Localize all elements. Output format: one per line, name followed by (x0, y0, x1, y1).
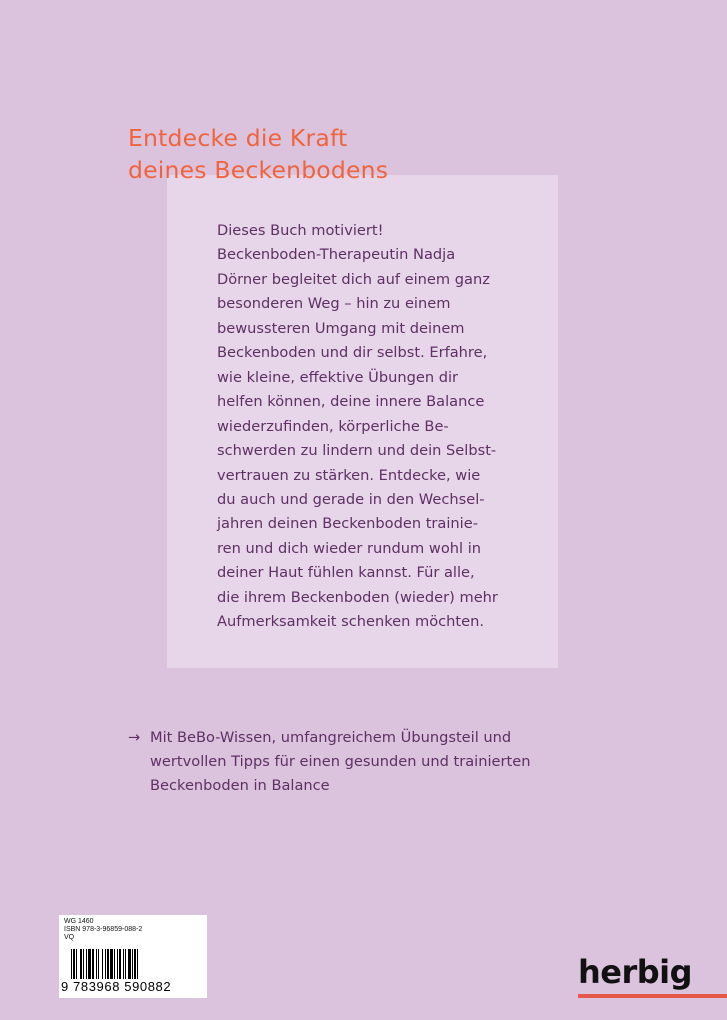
title-line: deines Beckenbodens (128, 156, 389, 184)
blurb-line: Aufmerksamkeit schenken möchten. (217, 613, 485, 631)
vq-code: VQ (64, 934, 75, 941)
bullet-line: Beckenboden in Balance (150, 777, 330, 795)
blurb-line: Beckenboden-Therapeutin Nadja (217, 246, 456, 264)
title-line: Entdecke die Kraft (128, 124, 348, 152)
blurb-line: besonderen Weg – hin zu einem (217, 295, 451, 313)
blurb-line: schwerden zu lindern und dein Selbst- (217, 442, 497, 460)
barcode-label (59, 915, 207, 998)
publisher-logo: herbig (578, 953, 693, 991)
blurb-line: bewussteren Umgang mit deinem (217, 319, 465, 337)
logo-underline (578, 994, 727, 998)
blurb-line: ren und dich wieder rundum wohl in (217, 539, 482, 557)
blurb-line: vertrauen zu stärken. Entdecke, wie (217, 466, 481, 484)
blurb-line: Dieses Buch motiviert! (217, 222, 384, 239)
bullet-line: wertvollen Tipps für einen gesunden und trainierten (150, 753, 531, 771)
blurb-text (217, 219, 498, 635)
blurb-line: du auch und gerade in den Wechsel- (217, 490, 485, 508)
cover-title (128, 122, 388, 186)
blurb-line: Dörner begleitet dich auf einem ganz (217, 270, 490, 288)
blurb-line: Beckenboden und dir selbst. Erfahre, (217, 344, 488, 362)
barcode-number: 9 783968 590882 (61, 979, 172, 994)
feature-bullet (128, 726, 530, 799)
blurb-line: wiederzufinden, körperliche Be- (217, 417, 449, 435)
isbn: ISBN 978-3-96859-088-2 (64, 926, 143, 933)
blurb-line: wie kleine, effektive Übungen dir (217, 368, 459, 386)
blurb-line: deiner Haut fühlen kannst. Für alle, (217, 564, 475, 582)
arrow-right-icon: → (128, 729, 141, 746)
blurb-line: helfen können, deine innere Balance (217, 393, 485, 411)
warengruppe: WG 1460 (64, 918, 94, 925)
bullet-line: Mit BeBo-Wissen, umfangreichem Übungsteil und (150, 729, 512, 746)
blurb-line: die ihrem Beckenboden (wieder) mehr (217, 588, 498, 606)
blurb-line: jahren deinen Beckenboden trainie- (217, 515, 478, 533)
barcode-bar (137, 949, 138, 979)
